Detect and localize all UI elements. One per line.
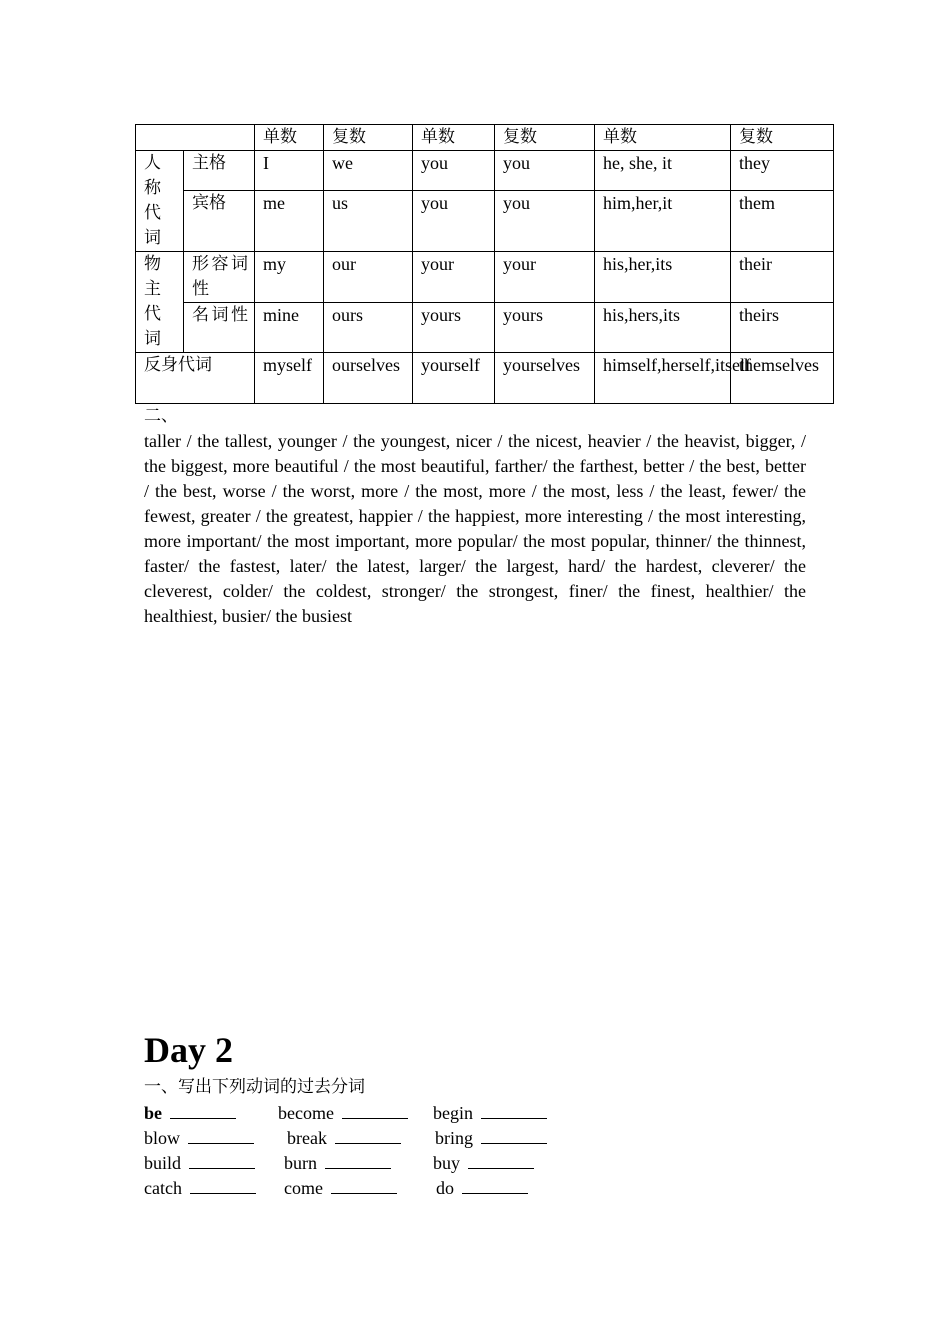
table-cell: his,hers,its (595, 303, 731, 353)
verb-item (436, 1175, 528, 1201)
table-cell: his,her,its (595, 252, 731, 303)
header-empty-cell (136, 125, 255, 151)
header-cell: 单数 (255, 125, 324, 151)
verb-row (144, 1100, 806, 1125)
verb-word: become (278, 1103, 334, 1123)
table-cell: them (731, 191, 834, 252)
comparatives-paragraph: taller / the tallest, younger / the youngest, nicer / the nicest, heavier / the heavist, bigger, / the biggest, more beautiful / the most beautiful, farther/ the farthest, better / the best, better / the best, worse / the worst, more / the most, more / the most, less / the least, fewer/ the fewest, greater / the greatest, happier / the happiest, more interesting / the most interesting, more important/ the most important, more popular/ the most popular, thinner/ the thinnest, faster/ the fastest, later/ the latest, larger/ the largest, hard/ the hardest, cleverer/ the cleverest, colder/ the coldest, stronger/ the strongest, finer/ the finest, healthier/ the healthiest, busier/ the busiest (144, 431, 806, 626)
verb-item (144, 1100, 236, 1126)
answer-blank (481, 1125, 547, 1144)
row-label (184, 303, 255, 353)
verb-row (144, 1125, 806, 1150)
verb-item (284, 1150, 391, 1176)
answer-blank (462, 1175, 528, 1194)
row-label-text: 形容词性 (192, 254, 248, 299)
answer-blank (331, 1175, 397, 1194)
row-label-text: 名词性 (192, 305, 248, 325)
table-row (136, 353, 834, 404)
table-row (136, 151, 834, 191)
verb-item (144, 1125, 254, 1151)
group-label-personal (136, 151, 184, 252)
verb-word: catch (144, 1178, 182, 1198)
table-cell: you (413, 191, 495, 252)
table-cell: you (413, 151, 495, 191)
table-cell: your (495, 252, 595, 303)
table-cell: we (324, 151, 413, 191)
answer-blank (468, 1150, 534, 1169)
table-cell: theirs (731, 303, 834, 353)
table-cell: himself,herself,itself (595, 353, 731, 404)
row-label (184, 252, 255, 303)
answer-blank (481, 1100, 547, 1119)
answer-blank (190, 1175, 256, 1194)
verb-row (144, 1175, 806, 1200)
table-row (136, 191, 834, 252)
verb-word: blow (144, 1128, 180, 1148)
table-cell: their (731, 252, 834, 303)
verb-word: be (144, 1103, 162, 1123)
table-row (136, 303, 834, 353)
group-label-text: 人称代词 (144, 153, 161, 248)
day2-instruction: 一、写出下列动词的过去分词 (144, 1077, 365, 1097)
table-cell: you (495, 151, 595, 191)
header-cell: 复数 (324, 125, 413, 151)
table-header-row (136, 125, 834, 151)
header-cell: 复数 (731, 125, 834, 151)
table-cell: your (413, 252, 495, 303)
table-cell: yourselves (495, 353, 595, 404)
verb-item (144, 1150, 255, 1176)
table-cell: you (495, 191, 595, 252)
table-row (136, 252, 834, 303)
verb-item (433, 1150, 534, 1176)
table-cell: our (324, 252, 413, 303)
verb-word: buy (433, 1153, 460, 1173)
verb-word: bring (435, 1128, 473, 1148)
answer-blank (335, 1125, 401, 1144)
verb-word: begin (433, 1103, 473, 1123)
table-cell: ours (324, 303, 413, 353)
group-label-possessive (136, 252, 184, 353)
verb-word: build (144, 1153, 182, 1173)
answer-blank (342, 1100, 408, 1119)
verb-word: burn (284, 1153, 317, 1173)
verb-item (144, 1175, 256, 1201)
verb-word: do (436, 1178, 454, 1198)
verb-item (433, 1100, 547, 1126)
verb-item (287, 1125, 401, 1151)
row-label: 宾格 (184, 191, 255, 252)
verb-item (284, 1175, 397, 1201)
table-cell: he, she, it (595, 151, 731, 191)
answer-blank (325, 1150, 391, 1169)
row-label: 主格 (184, 151, 255, 191)
answer-blank (170, 1100, 236, 1119)
section-two (144, 404, 806, 629)
section-two-label: 二、 (144, 406, 178, 426)
table-cell: mine (255, 303, 324, 353)
day2-section (144, 1026, 806, 1200)
table-cell: yourself (413, 353, 495, 404)
table-cell: themselves (731, 353, 834, 404)
table-cell: my (255, 252, 324, 303)
table-cell: ourselves (324, 353, 413, 404)
header-cell: 复数 (495, 125, 595, 151)
day2-title: Day 2 (144, 1030, 233, 1070)
verb-list (144, 1100, 806, 1200)
answer-blank (188, 1125, 254, 1144)
pronoun-table (135, 124, 834, 404)
table-cell: they (731, 151, 834, 191)
group-label-text: 物主代词 (144, 254, 161, 349)
verb-item (278, 1100, 408, 1126)
verb-word: come (284, 1178, 323, 1198)
verb-row (144, 1150, 806, 1175)
header-cell: 单数 (595, 125, 731, 151)
answer-blank (189, 1150, 255, 1169)
table-cell: me (255, 191, 324, 252)
table-cell: yours (413, 303, 495, 353)
row-label: 反身代词 (136, 353, 255, 404)
table-cell: I (255, 151, 324, 191)
table-cell: him,her,it (595, 191, 731, 252)
table-cell: us (324, 191, 413, 252)
verb-word: break (287, 1128, 327, 1148)
table-cell: myself (255, 353, 324, 404)
verb-item (435, 1125, 547, 1151)
table-cell: yours (495, 303, 595, 353)
header-cell: 单数 (413, 125, 495, 151)
